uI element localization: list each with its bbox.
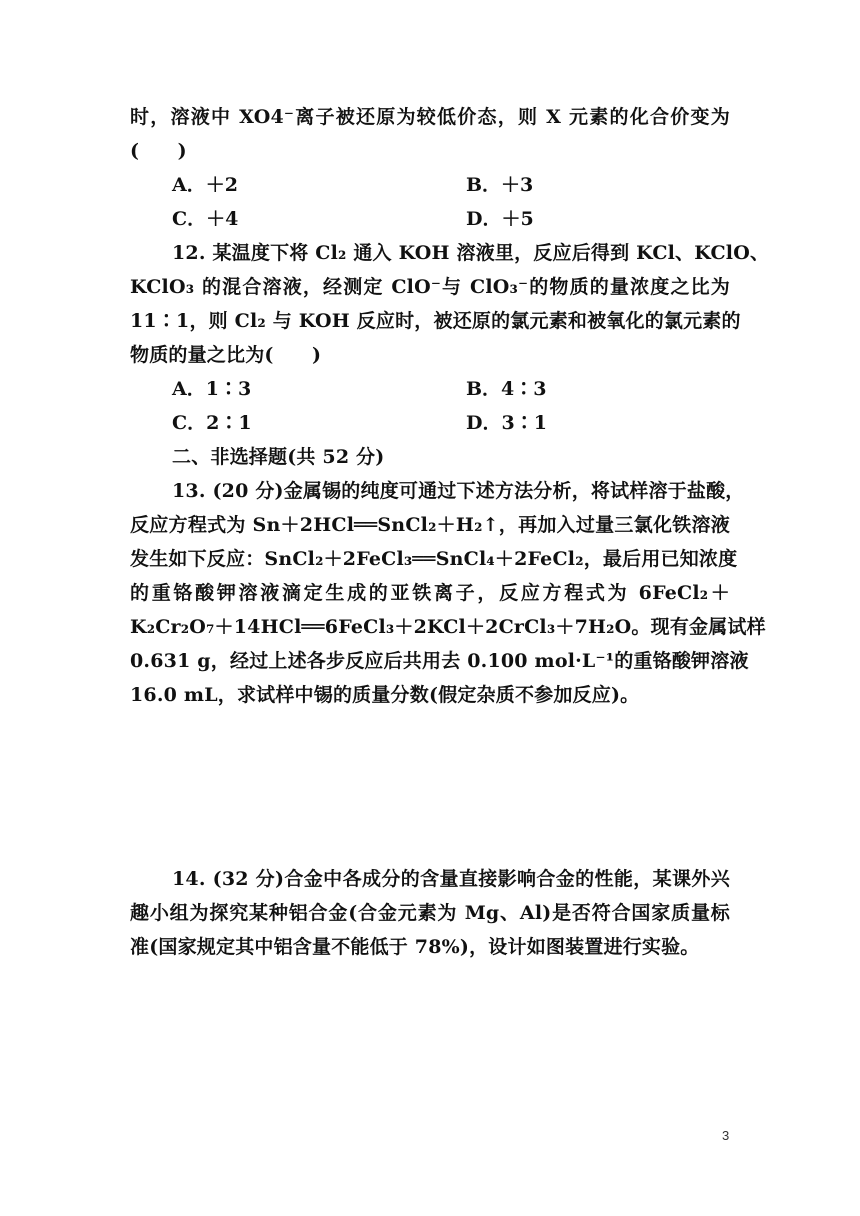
q11-option-a: A．＋2	[172, 174, 238, 196]
q12-option-d: D．3∶1	[466, 412, 547, 434]
q11-option-d: D．＋5	[466, 208, 534, 230]
q13-line-4: 的重铬酸钾溶液滴定生成的亚铁离子，反应方程式为 6FeCl₂＋	[130, 582, 730, 604]
section-heading: 二、非选择题(共 52 分)	[172, 446, 385, 468]
q12-line-3: 11∶1，则 Cl₂ 与 KOH 反应时，被还原的氯元素和被氧化的氯元素的	[130, 310, 741, 332]
q14-line-3: 准(国家规定其中铝含量不能低于 78%)，设计如图装置进行实验。	[130, 936, 700, 958]
q11-option-b: B．＋3	[466, 174, 534, 196]
q12-option-c: C．2∶1	[172, 412, 252, 434]
q13-line-3: 发生如下反应：SnCl₂＋2FeCl₃══SnCl₄＋2FeCl₂，最后用已知浓度	[130, 548, 738, 570]
q14-line-1: 14. (32 分)合金中各成分的含量直接影响合金的性能，某课外兴	[172, 868, 730, 890]
q12-line-1: 12. 某温度下将 Cl₂ 通入 KOH 溶液里，反应后得到 KCl、KClO、	[172, 242, 770, 264]
q12-option-a: A．1∶3	[172, 378, 252, 400]
q12-line-2: KClO₃ 的混合溶液，经测定 ClO⁻与 ClO₃⁻的物质的量浓度之比为	[130, 276, 730, 298]
q11-text-line: 时，溶液中 XO4⁻离子被还原为较低价态，则 X 元素的化合价变为	[130, 106, 730, 128]
q12-option-b: B．4∶3	[466, 378, 547, 400]
q13-line-2: 反应方程式为 Sn＋2HCl══SnCl₂＋H₂↑，再加入过量三氯化铁溶液	[130, 514, 730, 536]
q13-line-5: K₂Cr₂O₇＋14HCl══6FeCl₃＋2KCl＋2CrCl₃＋7H₂O。现有金属试样	[130, 616, 766, 638]
q13-line-1: 13. (20 分)金属锡的纯度可通过下述方法分析，将试样溶于盐酸，	[172, 480, 745, 502]
page-number: 3	[722, 1128, 730, 1143]
q13-line-6: 0.631 g，经过上述各步反应后共用去 0.100 mol·L⁻¹的重铬酸钾溶液	[130, 650, 749, 672]
q13-line-7: 16.0 mL，求试样中锡的质量分数(假定杂质不参加反应)。	[130, 684, 640, 706]
q11-answer-blank: ( )	[130, 140, 187, 162]
q14-line-2: 趣小组为探究某种铝合金(合金元素为 Mg、Al)是否符合国家质量标	[130, 902, 730, 924]
q11-option-c: C．＋4	[172, 208, 239, 230]
q12-line-4: 物质的量之比为( )	[130, 344, 322, 366]
